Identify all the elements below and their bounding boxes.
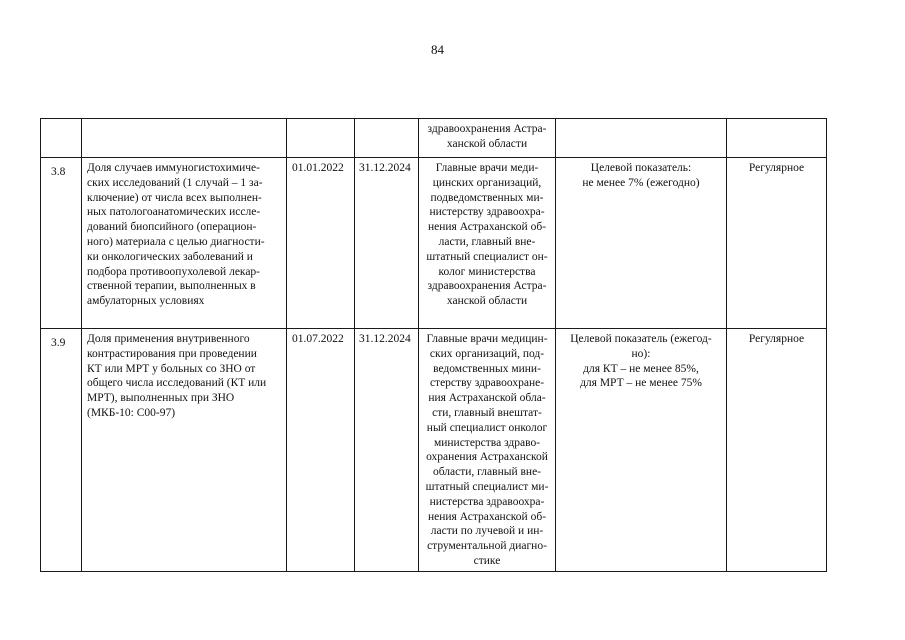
start-date-cell [287,119,355,158]
target-cell: Целевой показатель (ежегод- но): для КТ – не менее 85%, для МРТ – не менее 75% [556,329,727,572]
page-number: 84 [431,42,444,57]
measures-table [40,118,827,572]
end-date-cell [355,119,419,158]
indicator-cell [82,119,287,158]
indicator-cell: Доля применения внутривенного контрастирования при проведении КТ или МРТ у больных со ЗНО от общего числа исследований (КТ или МРТ), выполненных при ЗНО (МКБ-10: С00-97) [82,329,287,572]
start-date-cell: 01.01.2022 [287,158,355,329]
responsible-cell: Главные врачи меди- цинских организаций, подведомственных ми- нистерству здравоохра- нения Астраханской об- ласти, главный вне- штатный специалист он- колог министерства здравоохранения Астра- ханской области [419,158,556,329]
frequency-cell [727,119,827,158]
target-cell: Целевой показатель: не менее 7% (ежегодно) [556,158,727,329]
start-date-cell: 01.07.2022 [287,329,355,572]
table-row [41,329,827,572]
frequency-cell: Регулярное [727,158,827,329]
end-date-cell: 31.12.2024 [355,329,419,572]
row-number-cell: 3.8 [41,158,82,329]
table-row [41,158,827,329]
indicator-cell: Доля случаев иммуногистохимиче- ских исследований (1 случай – 1 за- ключение) от числа всех выполнен- ных патологоанатомических иссле- дований биопсийного (операцион- ного) материала с целью диагности- ки онкологических заболеваний и подбора противоопухолевой лекар- ственной терапии, выполненных в амбулаторных условиях [82,158,287,329]
end-date-cell: 31.12.2024 [355,158,419,329]
row-number-cell [41,119,82,158]
responsible-cell: Главные врачи медицин- ских организаций, под- ведомственных мини- стерству здравоохране- ния Астраханской обла- сти, главный внештат- ный специалист онколог министерства здраво- охранения Астраханской области, главный вне- штатный специалист ми- нистерства здравоохра- нения Астраханской об- ласти по лучевой и ин- струментальной диагно- стике [419,329,556,572]
responsible-cell: здравоохранения Астра- ханской области [419,119,556,158]
target-cell [556,119,727,158]
row-number-cell: 3.9 [41,329,82,572]
table-row [41,119,827,158]
frequency-cell: Регулярное [727,329,827,572]
